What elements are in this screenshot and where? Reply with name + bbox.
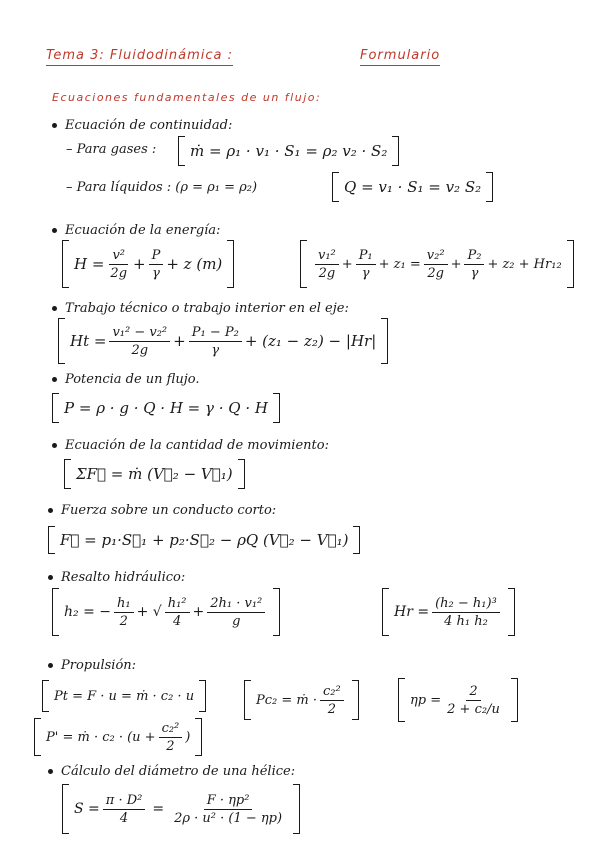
bullet-continuidad: Ecuación de continuidad: (52, 118, 232, 133)
bullet-movimiento: Ecuación de la cantidad de movimiento: (52, 438, 329, 453)
eq-resalto-h2: h₂ = − $\frac{\text{h₁}}{2}$ + √ $\frac{\text{h₁²}}{4}$ + $\frac{\text{2h₁ · v₁²}}{g}$ (52, 588, 280, 636)
bullet-energia: Ecuación de la energía: (52, 223, 220, 238)
eq-continuidad-liquidos: Q = v₁ · S₁ = v₂ S₂ (332, 172, 493, 202)
bullet-propulsion: Propulsión: (48, 658, 136, 673)
eq-continuidad-gases: ṁ = ρ₁ · v₁ · S₁ = ρ₂ v₂ · S₂ (178, 136, 399, 166)
eq-helice: S = $\frac{\text{π · D²}}{4}$ = $\frac{\text{F · ηp²}}{\text{2ρ · u² · (1 − ηp)}}$ (62, 784, 300, 834)
eq-propulsion-pt: Pt = F · u = ṁ · c₂ · u (42, 680, 206, 712)
eq-propulsion-pc2: Pc₂ = ṁ · $\frac{\text{c₂²}}{2}$ (244, 680, 359, 720)
bullet-fuerza: Fuerza sobre un conducto corto: (48, 503, 276, 518)
gases-label: – Para gases : (66, 142, 157, 157)
bullet-helice: Cálculo del diámetro de una hélice: (48, 764, 295, 779)
section-subtitle: Ecuaciones fundamentales de un flujo: (52, 91, 322, 104)
eq-fuerza: F⃗ = p₁·S⃗₁ + p₂·S⃗₂ − ρQ (V⃗₂ − V⃗₁) (48, 526, 360, 554)
bullet-potencia: Potencia de un flujo. (52, 372, 200, 387)
eq-propulsion-pprime: P' = ṁ · c₂ · (u + $\frac{\text{c₂²}}{2}$ ) (34, 718, 202, 756)
eq-propulsion-eta: ηp = $\frac{2}{\text{2 + c₂/u}}$ (398, 678, 518, 722)
bullet-trabajo: Trabajo técnico o trabajo interior en el eje: (52, 301, 349, 316)
eq-energia-h: H = $\frac{\text{v²}}{2g}$ + $\frac{P}{\gamma}$ + z (m) (62, 240, 234, 288)
eq-resalto-hr: Hr = $\frac{\text{(h₂ − h₁)³}}{\text{4 h₁ h₂}}$ (382, 588, 515, 636)
liquidos-label: – Para líquidos : (ρ = ρ₁ = ρ₂) (66, 180, 258, 195)
header-right-label: Formulario (360, 48, 440, 63)
eq-movimiento: ΣF⃗ = ṁ (V⃗₂ − V⃗₁) (64, 459, 245, 489)
eq-trabajo: Ht = $\frac{\text{v₁² − v₂²}}{2g}$ + $\frac{\text{P₁ − P₂}}{\gamma}$ + (z₁ − z₂) − |Hr| (58, 318, 388, 364)
eq-energia-bernoulli: $\frac{\text{v₁²}}{2g}$ + $\frac{\text{P₁}}{\gamma}$ + z₁ = $\frac{\text{v₂²}}{2g}$ + $\frac{\text{P₂}}{\gamma}$ + z₂ + Hr₁₂ (300, 240, 574, 288)
bullet-resalto: Resalto hidráulico: (48, 570, 185, 585)
eq-potencia: P = ρ · g · Q · H = γ · Q · H (52, 393, 280, 423)
page-title: Tema 3: Fluidodinámica : (46, 48, 233, 63)
